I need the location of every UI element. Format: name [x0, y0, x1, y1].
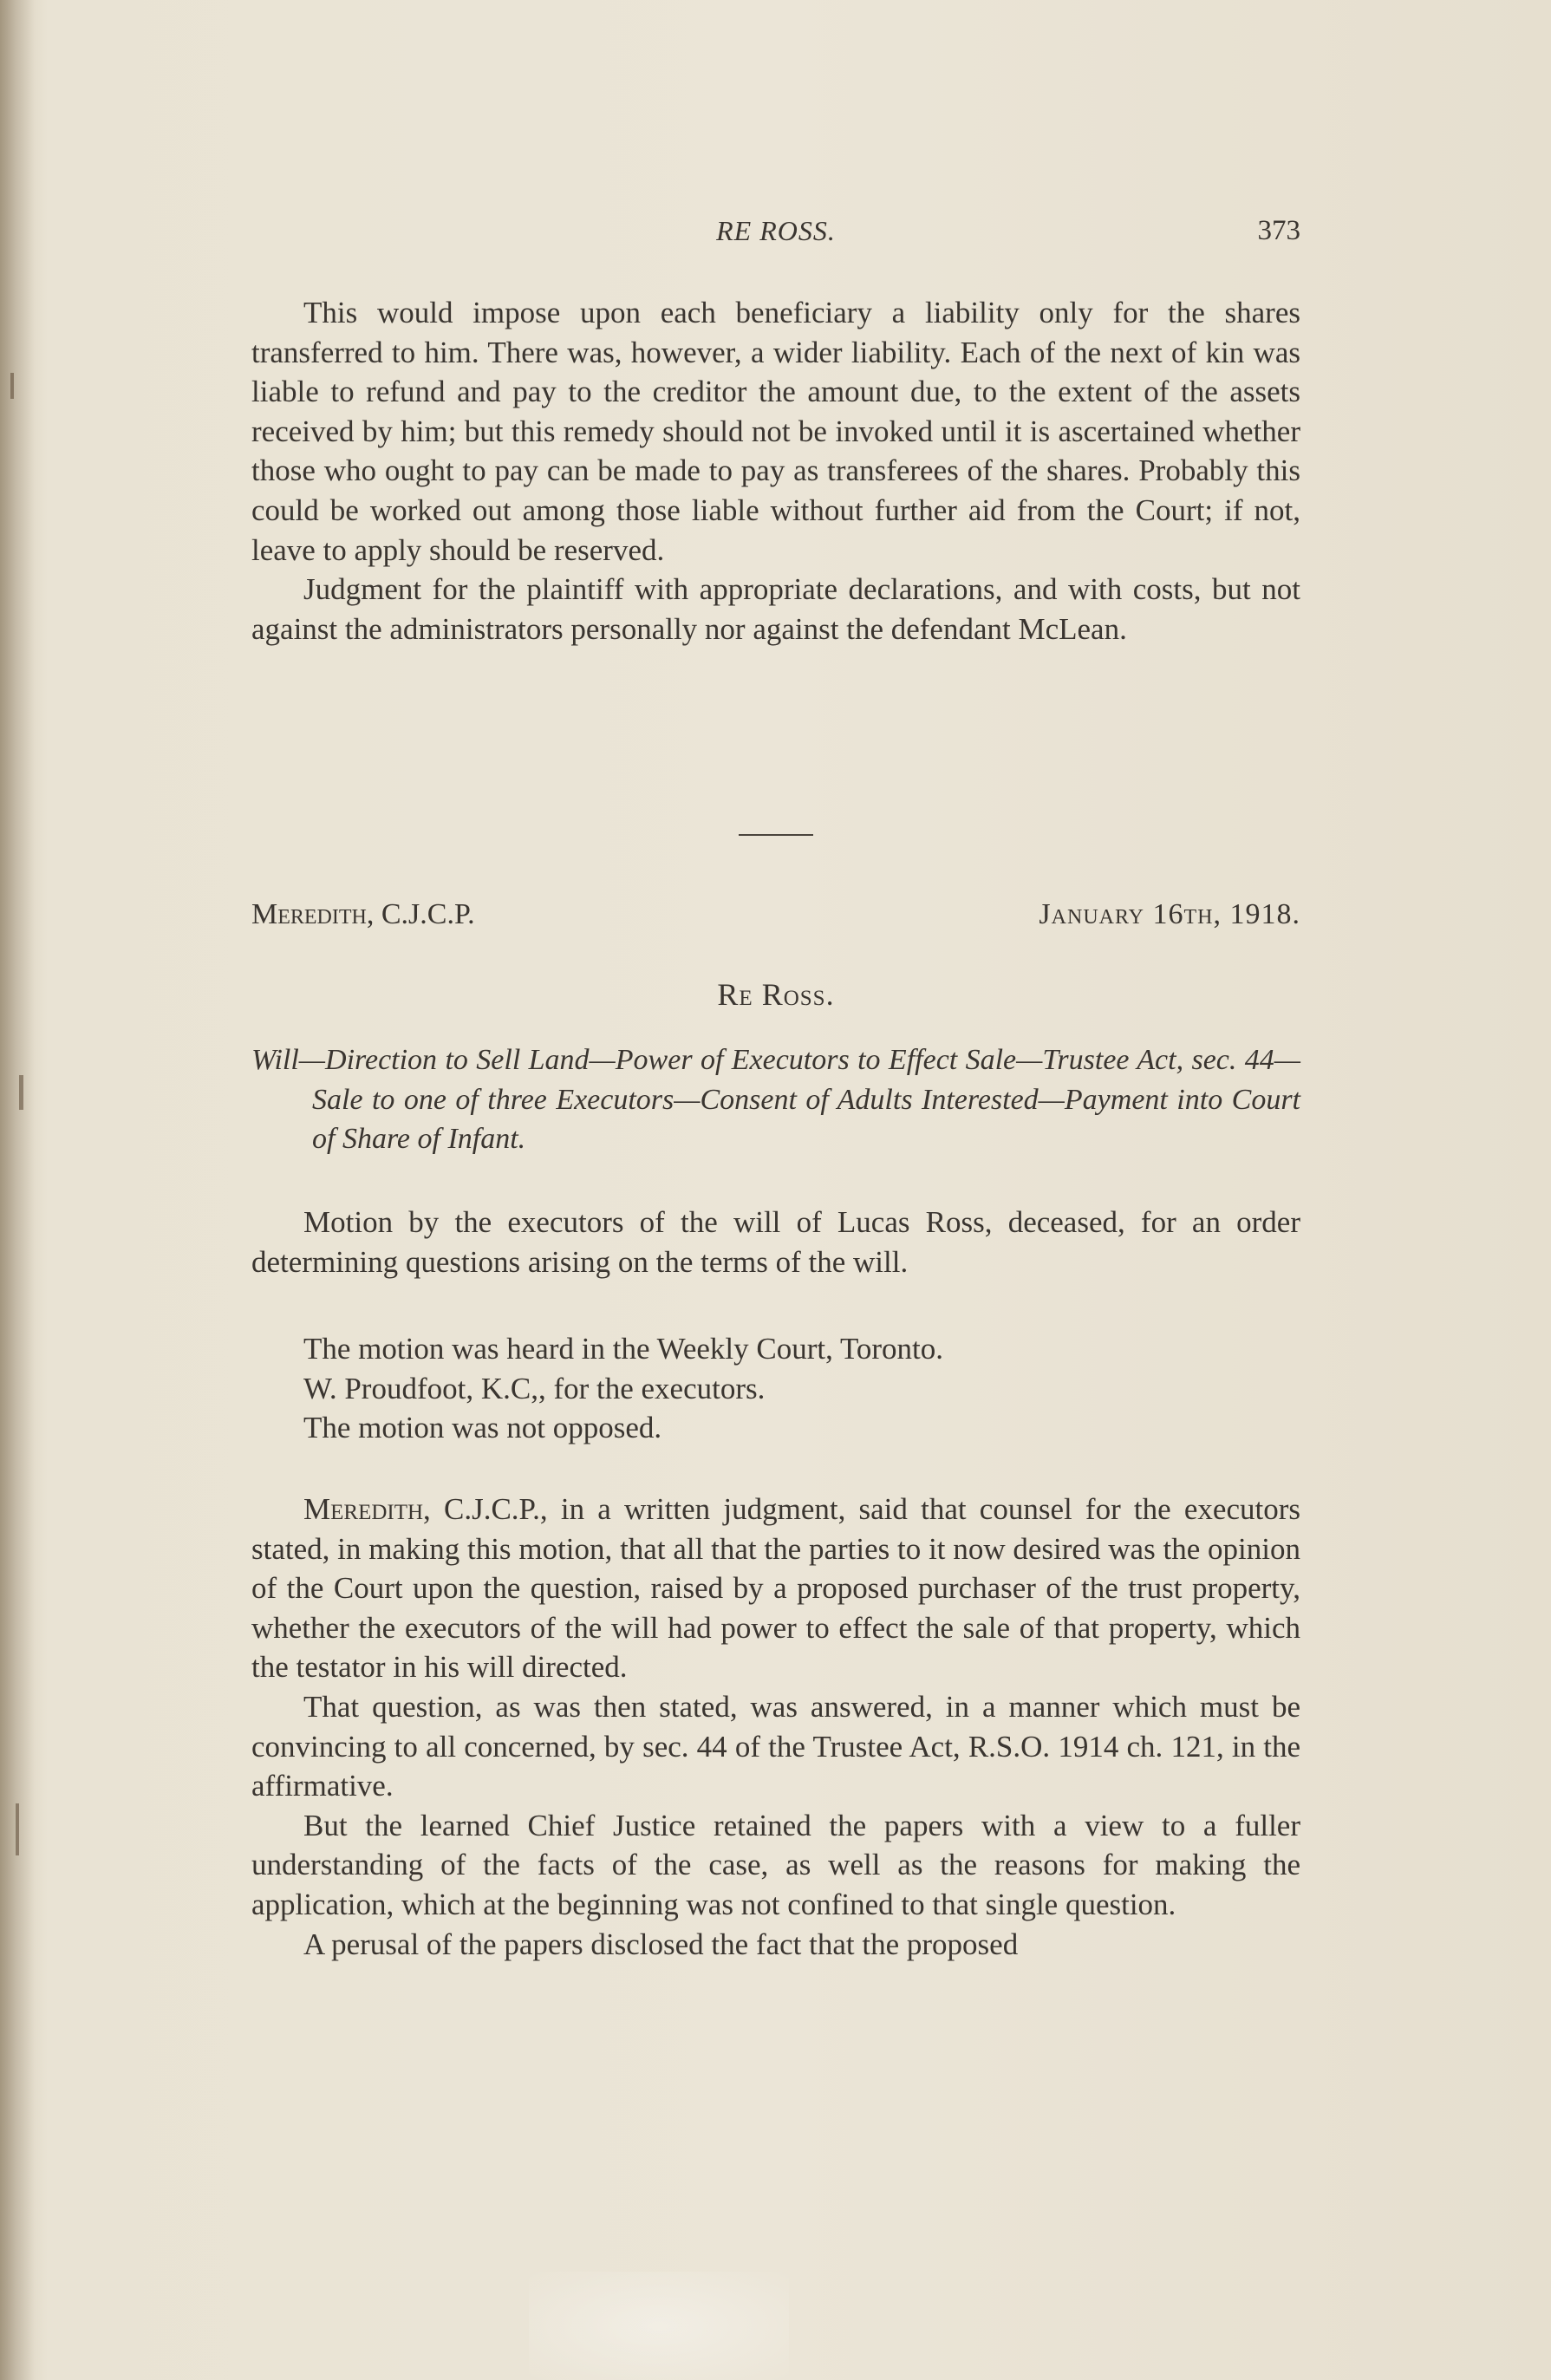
hearing-line: The motion was heard in the Weekly Court, Toronto.: [303, 1332, 944, 1366]
case-date: January 16th, 1918.: [1039, 898, 1300, 930]
page-number: 373: [1257, 215, 1300, 246]
hearing-details: [251, 1329, 1300, 1448]
running-head: RE ROSS.: [716, 215, 836, 246]
paragraph: This would impose upon each beneficiary a liability only for the shares transferred to him. There was, however, a wider liability. Each of the next of kin was liable to refund and pay to the creditor the amount due, to the extent of the assets received by him; but this remedy should not be invoked until it is ascertained whether those who ought to pay can be made to pay as transferees of the shares. Probably this could be worked out among those liable without further aid from the Court; if not, leave to apply should be reserved.: [251, 296, 1300, 567]
section-divider: [739, 834, 813, 836]
page-blemish: [529, 2272, 789, 2380]
paragraph: Motion by the executors of the will of Lucas Ross, deceased, for an order determining questions arising on the terms of the will.: [251, 1205, 1300, 1279]
judge-name: Meredith, C.J.C.P.: [251, 898, 475, 930]
hearing-line: The motion was not opposed.: [303, 1411, 662, 1445]
paragraph: A perusal of the papers disclosed the fact that the proposed: [303, 1927, 1019, 1961]
paragraph: [251, 1490, 1300, 1687]
continued-judgment: [251, 293, 1300, 649]
paragraph-text: in a written judgment, said that counsel for the executors stated, in making this motion, that all that the parties to it now desired was the opinion of the Court upon the question, raised by a proposed purchaser of the trust property, whether the executors of the will had power to effect the sale of that property, which the testator in his will directed.: [251, 1492, 1300, 1685]
judge-name: Meredith, C.J.C.P.,: [303, 1492, 548, 1526]
paragraph: But the learned Chief Justice retained the papers with a view to a fuller understanding of the facts of the case, as well as the reasons for making the application, which at the beginning was not confined to that single question.: [251, 1808, 1300, 1921]
margin-mark: [16, 1803, 19, 1855]
case-line: [251, 898, 1300, 937]
motion-statement: [251, 1203, 1300, 1281]
case-title: Re Ross.: [717, 977, 835, 1012]
paragraph: Judgment for the plaintiff with appropriate declarations, and with costs, but not against the administrators personally nor against the defendant McLean.: [251, 572, 1300, 646]
headnote: Will—Direction to Sell Land—Power of Executors to Effect Sale—Trustee Act, sec. 44—Sale to one of three Executors—Consent of Adults Interested—Payment into Court of Share of Infant.: [251, 1044, 1300, 1155]
hearing-line: W. Proudfoot, K.C,, for the executors.: [303, 1371, 766, 1405]
judgment-text: [251, 1490, 1300, 1964]
margin-mark: [19, 1075, 23, 1110]
paragraph: That question, as was then stated, was answered, in a manner which must be convincing to all concerned, by sec. 44 of the Trustee Act, R.S.O. 1914 ch. 121, in the affirmative.: [251, 1689, 1300, 1803]
margin-mark: [10, 373, 14, 399]
spine-shadow: [0, 0, 35, 2380]
page-header: [251, 215, 1300, 258]
